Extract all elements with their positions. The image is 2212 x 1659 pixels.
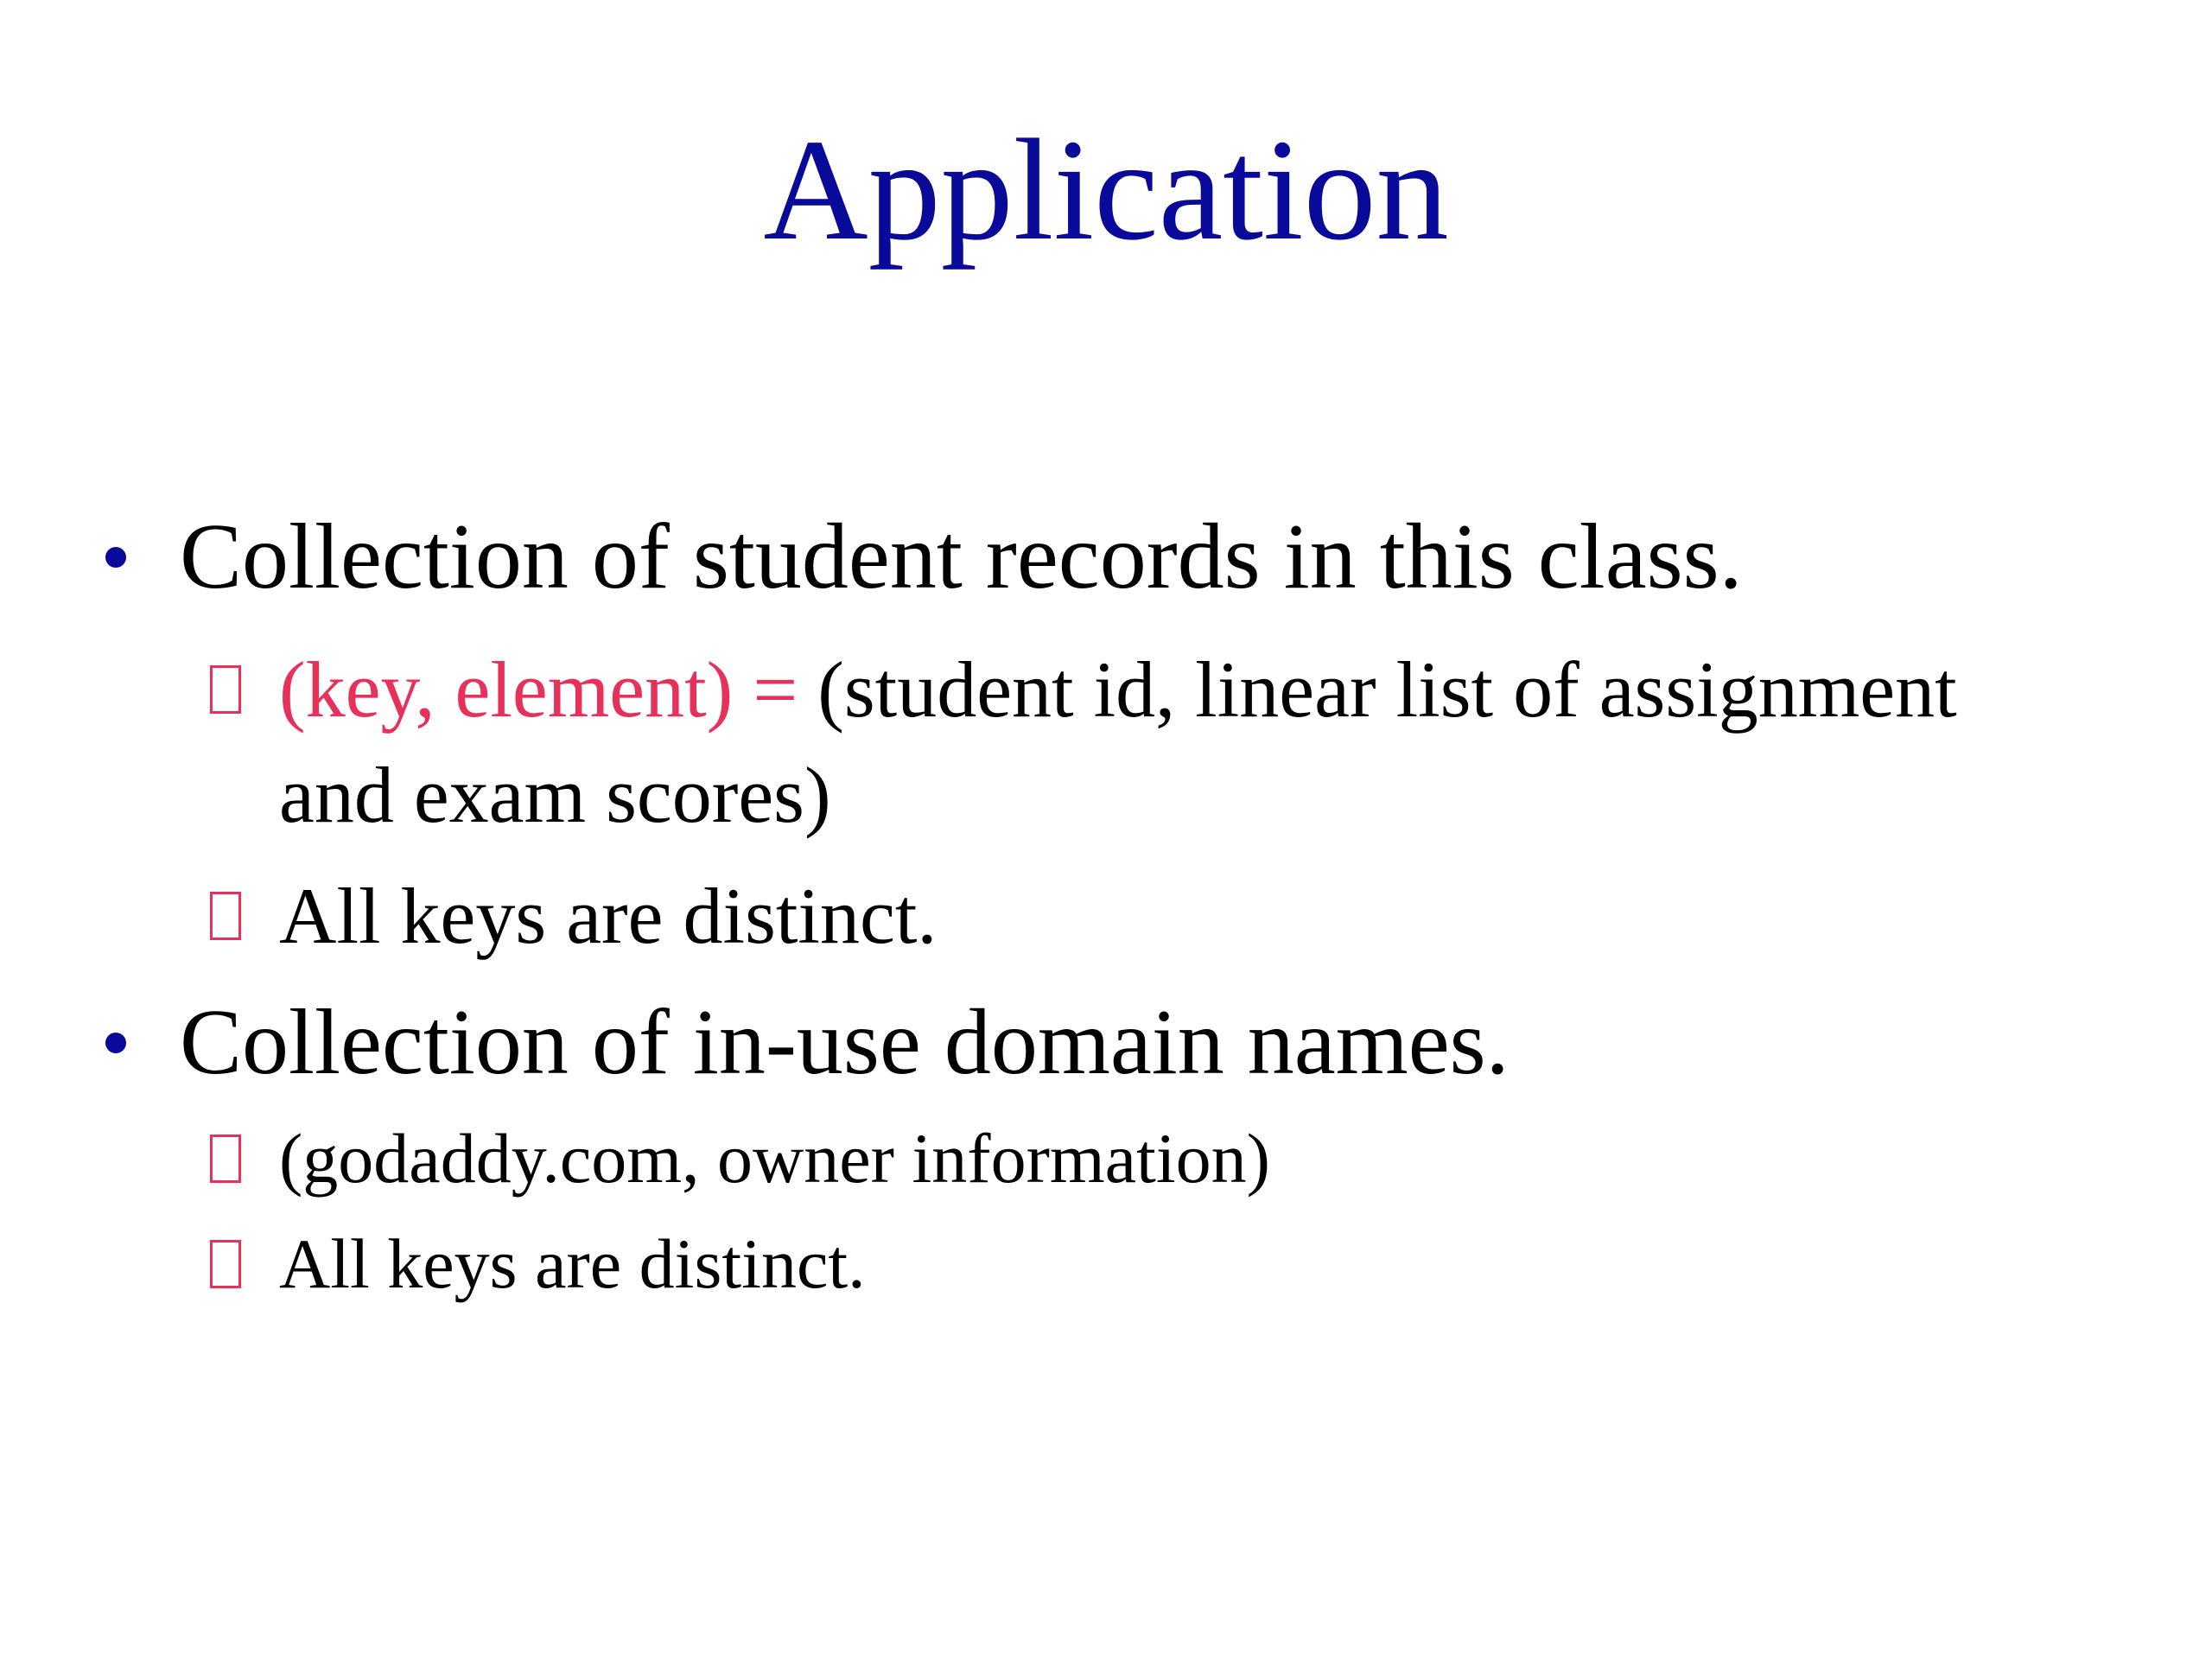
key-element-highlight: (key, element) = [279, 645, 798, 734]
sub-bullet-continuation: and exam scores) [279, 751, 831, 839]
sub-bullet-box-icon [210, 665, 241, 714]
bullet-dot-icon [105, 1033, 126, 1053]
slide-title: Application [763, 110, 1449, 270]
sub-bullet-text: All keys are distinct. [279, 1224, 866, 1303]
bullet-text: Collection of student records in this class. [180, 505, 1743, 608]
sub-bullet-text [279, 638, 1957, 741]
key-element-definition: (student id, linear list of assignment [798, 645, 1957, 734]
bullet-text: Collection of in-use domain names. [180, 991, 1510, 1094]
sub-bullet-box-icon [210, 1240, 241, 1288]
sub-bullet-box-icon [210, 1135, 241, 1183]
sub-bullet-text: All keys are distinct. [279, 872, 938, 960]
bullet-dot-icon [105, 547, 126, 568]
sub-bullet-box-icon [210, 892, 241, 940]
sub-bullet-text: (godaddy.com, owner information) [279, 1119, 1270, 1198]
